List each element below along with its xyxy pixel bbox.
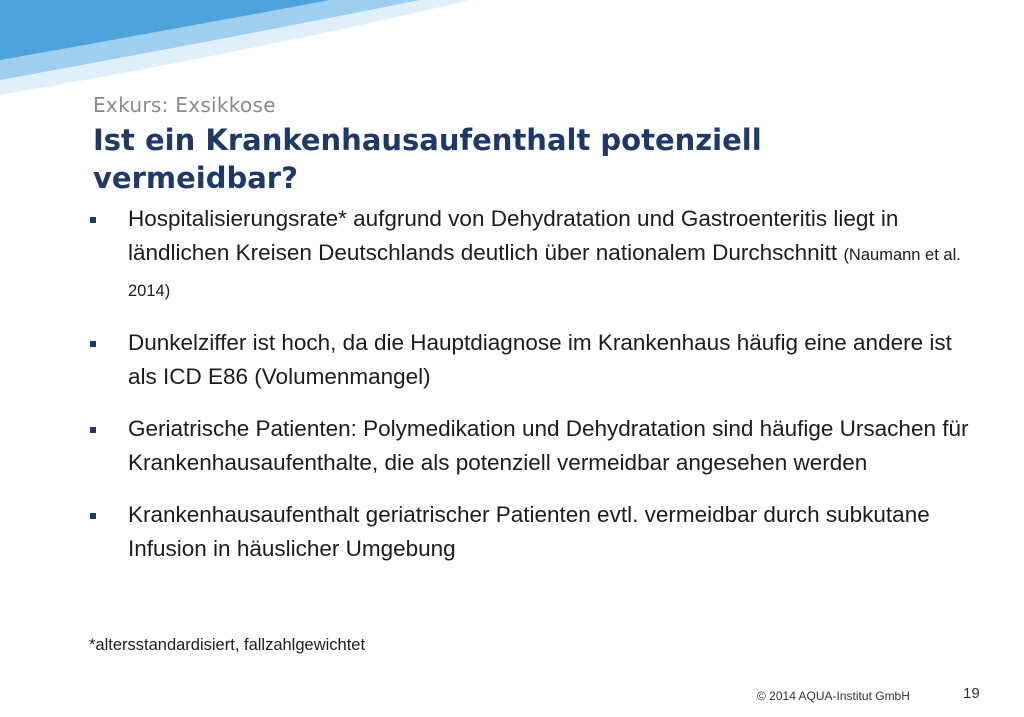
slide-subtitle: Exkurs: Exsikkose [93, 93, 276, 117]
bullet-text: Krankenhausaufenthalt geriatrischer Patienten evtl. vermeidbar durch subkutane Infusion in häuslicher Umgebung [128, 502, 930, 561]
bullet-item [89, 326, 969, 394]
bullet-item [89, 498, 969, 566]
bullet-text: Geriatrische Patienten: Polymedikation und Dehydratation sind häufige Ursachen für Krankenhausaufenthalte, die als potenziell vermeidbar angesehen werden [128, 416, 969, 475]
bullet-text: Dunkelziffer ist hoch, da die Hauptdiagnose im Krankenhaus häufig eine andere ist als ICD E86 (Volumenmangel) [128, 330, 952, 389]
square-bullet-icon [90, 427, 96, 433]
square-bullet-icon [90, 217, 96, 223]
copyright-notice: © 2014 AQUA-Institut GmbH [757, 689, 910, 703]
slide-title: Ist ein Krankenhausaufenthalt potenziell vermeidbar? [93, 123, 762, 195]
bullet-list [89, 202, 969, 584]
square-bullet-icon [90, 341, 96, 347]
footnote: *altersstandardisiert, fallzahlgewichtet [89, 636, 366, 654]
bullet-item [89, 412, 969, 480]
bullet-text: Hospitalisierungsrate* aufgrund von Dehydratation und Gastroenteritis liegt in ländlichen Kreisen Deutschlands deutlich über nationalem Durchschnitt [128, 206, 899, 265]
square-bullet-icon [90, 513, 96, 519]
bullet-item [89, 202, 969, 308]
bullet-reference: (Naumann et al. 2014) [128, 246, 961, 300]
page-number: 19 [963, 685, 980, 702]
